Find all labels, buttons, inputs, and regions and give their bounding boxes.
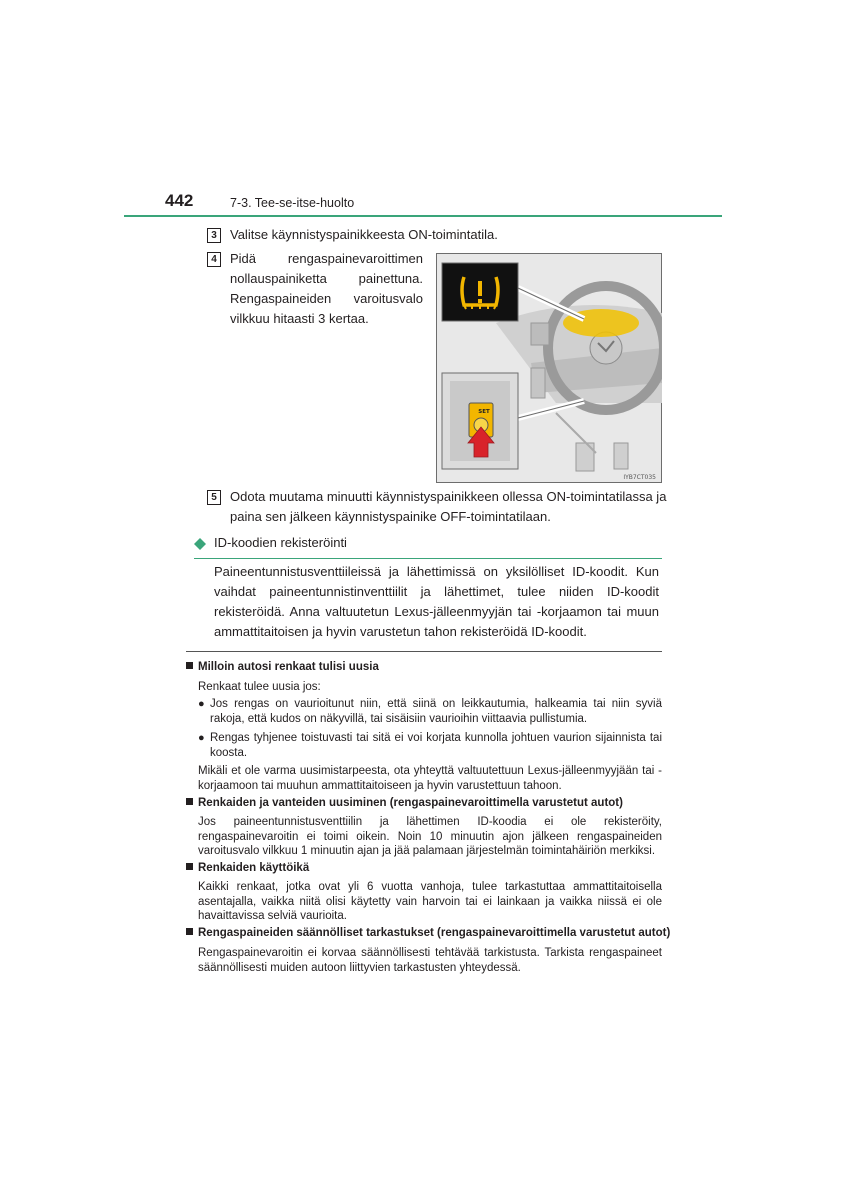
id-subsection-text: Paineentunnistusventtiileissä ja lähettimissä on yksilölliset ID-koodit. Kun vaihdat paineentunnistinventtiilit ja lähettimet, tulee niiden ID-koodit rekisteröidä. Anna valtuutetun Lexus-jälleenmyyjän tai -korjaamon tai muun ammattitaitoisen ja hyvin varustetun tahon rekisteröidä ID-koodit. — [214, 564, 659, 639]
note-text: Renkaat tulee uusia jos: — [198, 681, 321, 693]
step-4-number: 4 — [207, 252, 221, 267]
note-heading: Milloin autosi renkaat tulisi uusia — [186, 661, 379, 673]
list-item: ● Rengas tyhjenee toistuvasti tai sitä ei voi korjata kunnolla johtuen vaurion sijainnista tai koosta. — [198, 732, 662, 759]
step-3-text: Valitse käynnistyspainikkeesta ON-toimintatila. — [230, 227, 498, 242]
bullet-dot-icon: ● — [198, 698, 205, 710]
set-button-label: SET — [478, 409, 490, 415]
id-subsection-header — [194, 534, 662, 559]
note-text: Kaikki renkaat, jotka ovat yli 6 vuotta vanhoja, tulee tarkastuttaa ammattitaitoisella asentajalla, vaikka niitä olisi käytetty vain harvoin tai ei lainkaan ja vaikka niissä ei ole havaittavissa selviä vaurioita. — [198, 881, 662, 923]
square-bullet-icon — [186, 662, 193, 669]
note-text: Jos paineentunnistusventtiilin ja lähettimen ID-koodia ei ole rekisteröity, rengaspainevaroitin ei toimi oikein. Noin 10 minuutin ajon jälkeen rengaspaineiden varoitusvalo vilkkuu 1 minuutin ajan ja jää palamaan järjestelmän toimintahäiriön merkiksi. — [198, 816, 662, 858]
notes-divider — [186, 651, 662, 652]
section-title: 7-3. Tee-se-itse-huolto — [230, 196, 355, 210]
reset-button-inset — [442, 373, 518, 469]
note-heading: Renkaiden ja vanteiden uusiminen (rengaspainevaroittimella varustetut autot) — [186, 797, 623, 809]
id-subsection-title: ID-koodien rekisteröinti — [214, 535, 347, 550]
tire-pressure-warning-icon — [442, 263, 518, 321]
step-3-number: 3 — [207, 228, 221, 243]
square-bullet-icon — [186, 863, 193, 870]
note-text: Rengaspainevaroitin ei korvaa säännöllisesti tehtävää tarkistusta. Tarkista rengaspaineet säännöllisesti muiden autoon liittyvien tarkastusten yhteydessä. — [198, 947, 662, 974]
step-5-text: Odota muutama minuutti käynnistyspainikkeen ollessa ON-toimintatilassa ja paina sen jälkeen käynnistyspainike OFF-toimintatilaan. — [230, 489, 667, 524]
square-bullet-icon — [186, 928, 193, 935]
note-heading: Renkaiden käyttöikä — [186, 862, 309, 874]
page-number: 442 — [165, 191, 194, 210]
dashboard-illustration — [436, 253, 662, 483]
figure-code: IYB7CT035 — [623, 474, 656, 481]
header-rule — [124, 215, 722, 217]
step-5-number: 5 — [207, 490, 221, 505]
square-bullet-icon — [186, 798, 193, 805]
note-text: Mikäli et ole varma uusimistarpeesta, ota yhteyttä valtuutettuun Lexus-jälleenmyyjään tai -korjaamoon tai muuhun ammattitaitoiseen ja hyvin varustettuun tahoon. — [198, 765, 662, 792]
list-item: ● Jos rengas on vaurioitunut niin, että siinä on leikkautumia, halkeamia tai niin syviä rakoja, että kudos on näkyvillä, tai sisäisiin vaurioihin viittaavia pullistumia. — [198, 698, 662, 725]
bullet-dot-icon: ● — [198, 732, 205, 744]
step-4-text: Pidä rengaspainevaroittimen nollauspainiketta painettuna. Rengaspaineiden varoitusvalo vilkkuu hitaasti 3 kertaa. — [230, 251, 423, 326]
diamond-icon — [194, 538, 206, 550]
note-heading: Rengaspaineiden säännölliset tarkastukset (rengaspainevaroittimella varustetut autot) — [186, 927, 670, 939]
